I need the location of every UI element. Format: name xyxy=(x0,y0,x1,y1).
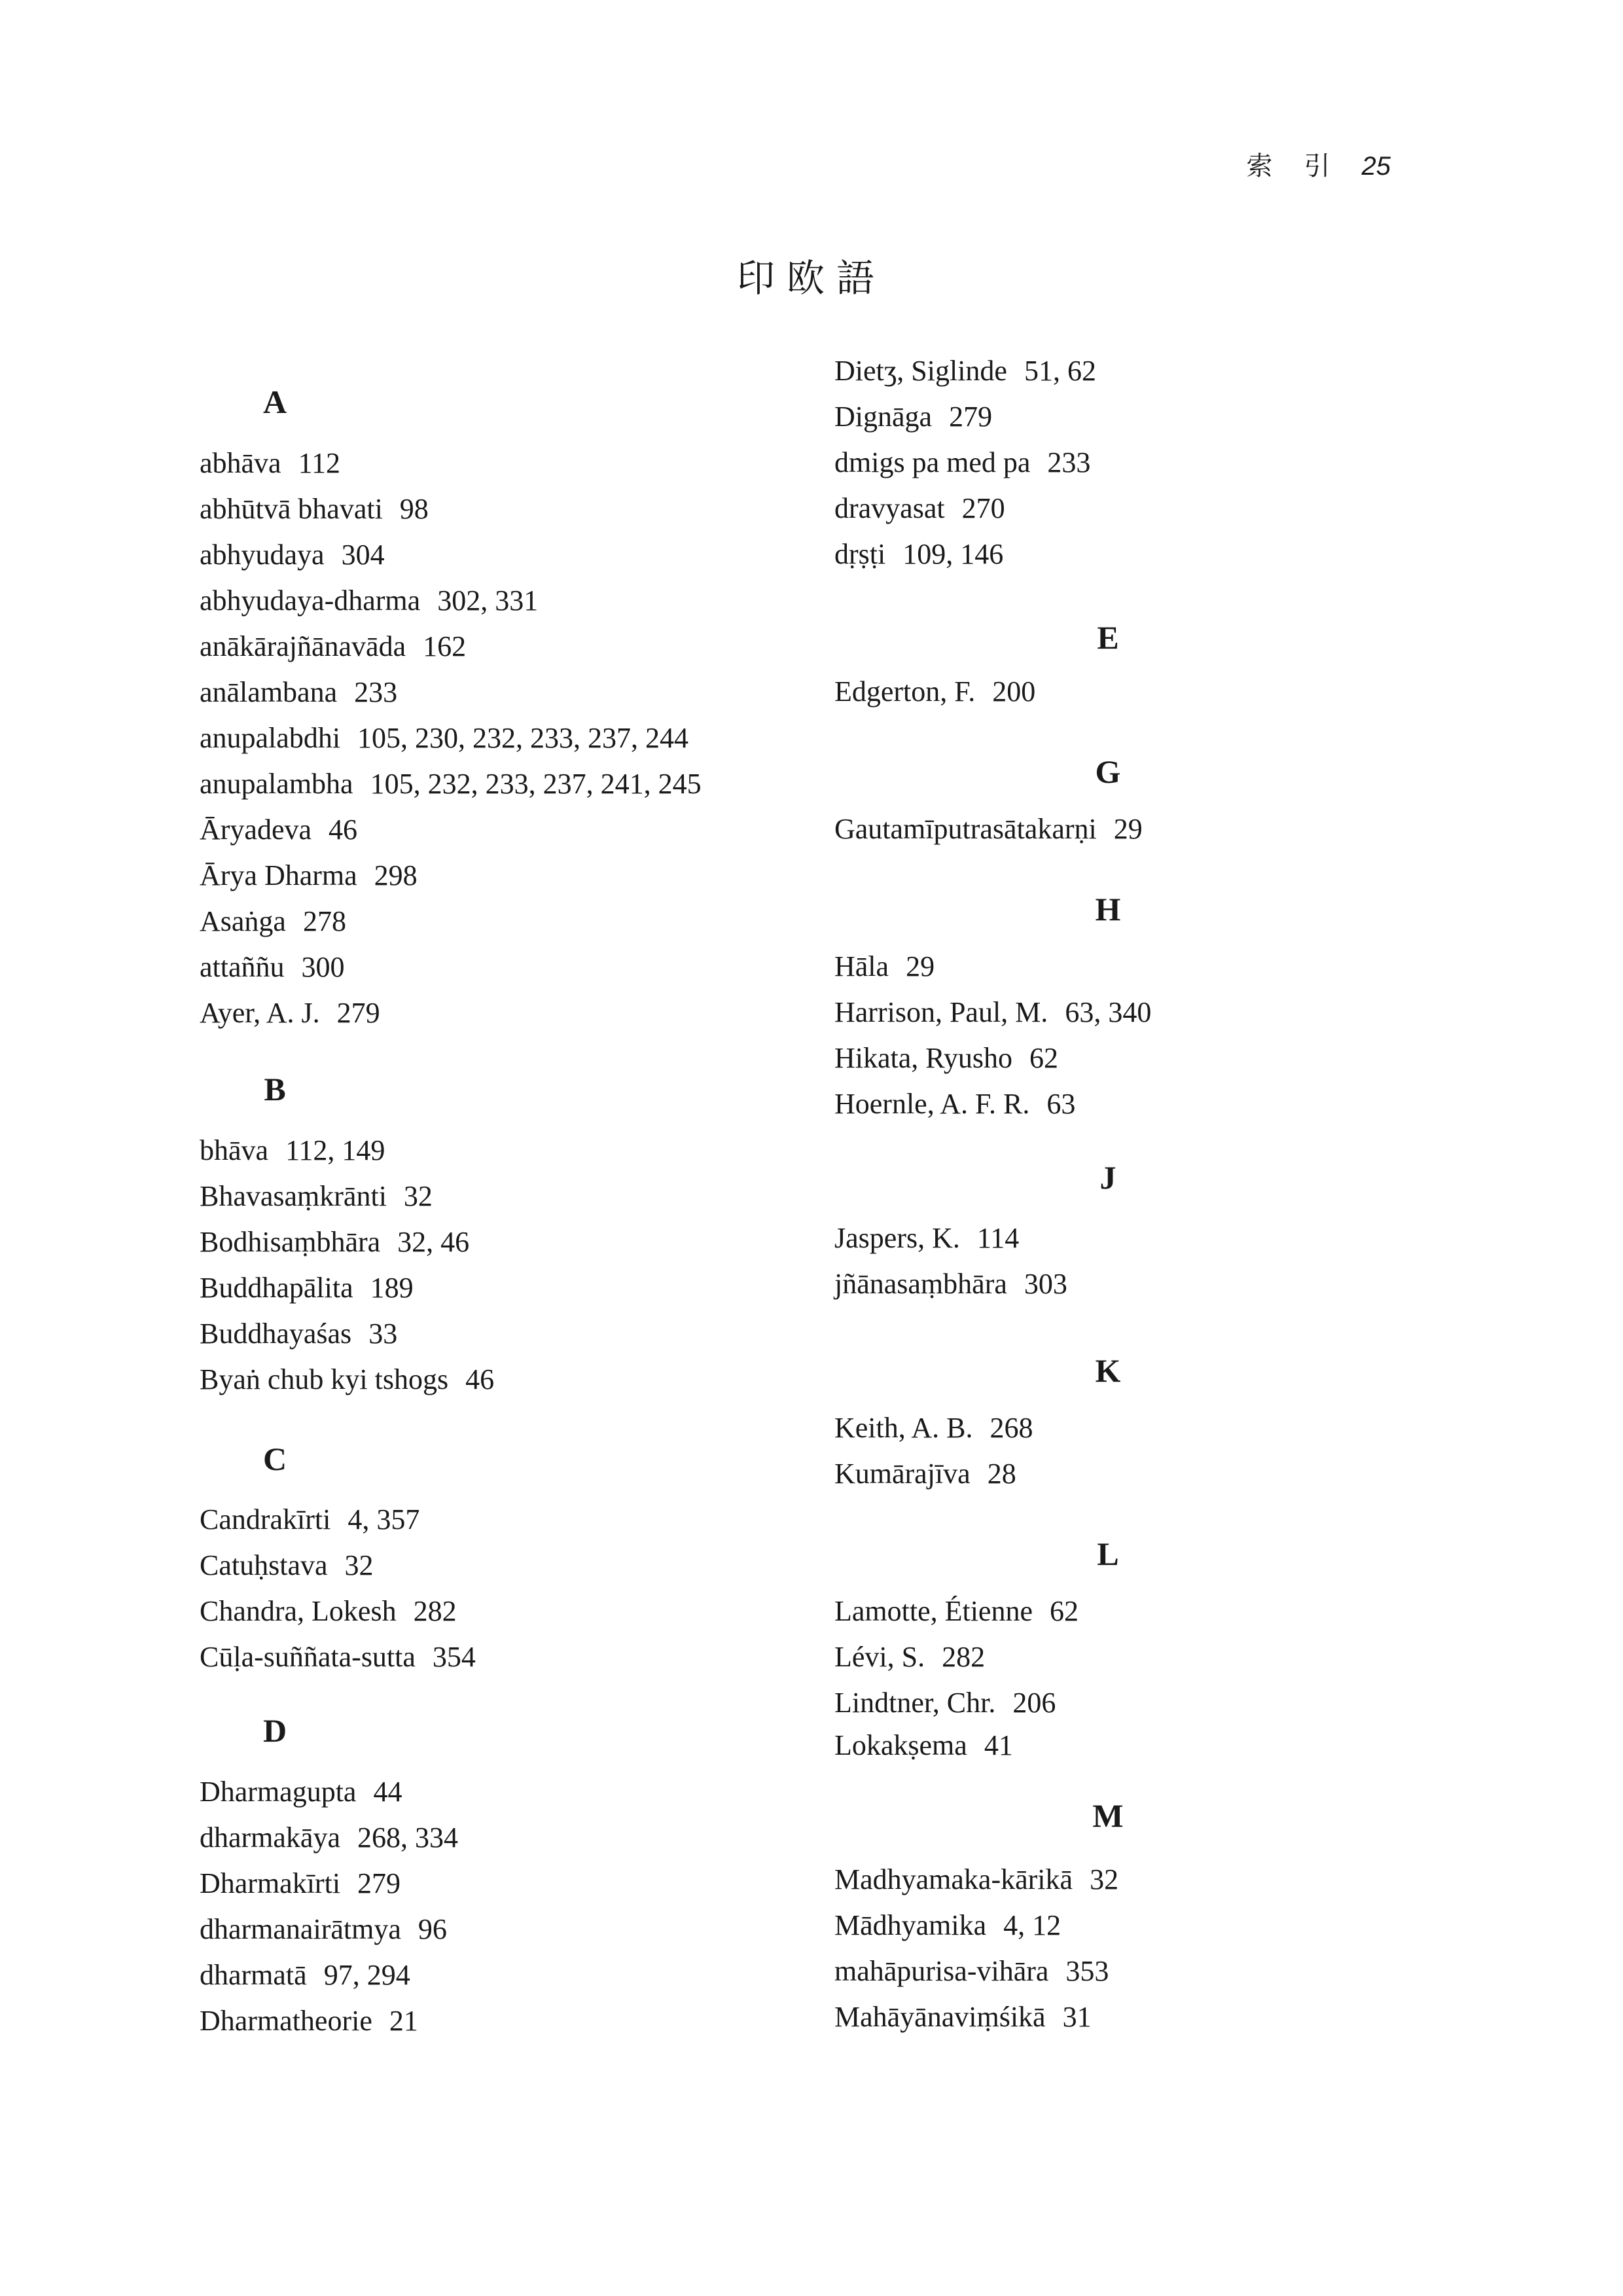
index-entry xyxy=(200,770,702,798)
letter-heading: A xyxy=(262,384,287,420)
index-term: dharmatā xyxy=(200,1959,307,1991)
index-page-refs: 96 xyxy=(418,1913,447,1945)
index-entry xyxy=(834,1270,1067,1299)
index-page-refs: 29 xyxy=(906,950,935,982)
index-entry xyxy=(834,1957,1109,1986)
index-entry xyxy=(834,1643,985,1672)
index-term: anupalambha xyxy=(200,768,353,800)
index-entry xyxy=(834,540,1003,569)
index-entry xyxy=(834,1090,1075,1119)
index-term: Ārya Dharma xyxy=(200,859,357,891)
index-term: Gautamīputrasātakarṇi xyxy=(834,813,1097,845)
index-page-refs: 112, 149 xyxy=(285,1134,385,1166)
index-entry xyxy=(200,449,340,478)
index-term: Harrison, Paul, M. xyxy=(834,996,1048,1028)
index-page-refs: 282 xyxy=(942,1641,986,1673)
index-term: dmigs pa med pa xyxy=(834,446,1031,478)
index-entry xyxy=(200,953,345,982)
index-entry xyxy=(200,1505,419,1534)
index-entry xyxy=(834,1224,1019,1253)
letter-heading: L xyxy=(1097,1535,1119,1572)
index-page-refs: 44 xyxy=(373,1776,402,1808)
letter-heading: K xyxy=(1095,1352,1121,1389)
index-page-refs: 114 xyxy=(976,1222,1020,1254)
letter-heading: H xyxy=(1095,891,1121,927)
letter-heading: M xyxy=(1092,1797,1124,1834)
index-entry xyxy=(834,815,1143,844)
index-term: Āryadeva xyxy=(200,814,312,846)
index-entry xyxy=(834,494,1005,523)
index-page-refs: 268 xyxy=(990,1412,1033,1444)
index-entry xyxy=(200,816,357,844)
index-term: dharmakāya xyxy=(200,1821,340,1854)
index-term: Dietʒ, Siglinde xyxy=(834,355,1007,387)
index-page-refs: 21 xyxy=(389,2005,418,2037)
index-term: Dharmakīrti xyxy=(200,1867,341,1899)
index-entry xyxy=(200,1961,410,1990)
index-term: attaññu xyxy=(200,951,285,983)
index-entry xyxy=(200,495,429,524)
index-term: Byaṅ chub kyi tshogs xyxy=(200,1363,449,1395)
index-page-refs: 354 xyxy=(432,1641,476,1673)
index-entry xyxy=(834,677,1035,706)
index-term: Lamotte, Étienne xyxy=(834,1595,1033,1627)
index-term: Mahāyānaviṃśikā xyxy=(834,2001,1046,2033)
index-entry xyxy=(834,1597,1079,1626)
index-entry xyxy=(200,678,397,707)
index-page-refs: 97, 294 xyxy=(323,1959,410,1991)
index-page-refs: 105, 232, 233, 237, 241, 245 xyxy=(370,768,702,800)
index-page-refs: 206 xyxy=(1012,1687,1056,1719)
index-page-refs: 28 xyxy=(987,1458,1016,1490)
index-term: Kumārajīva xyxy=(834,1458,971,1490)
index-term: Dharmatheorie xyxy=(200,2005,372,2037)
index-entry xyxy=(200,632,466,661)
index-entry xyxy=(200,1778,402,1806)
running-head-label: 引 xyxy=(1304,151,1330,181)
index-entry xyxy=(834,1865,1118,1894)
index-term: Dharmagupta xyxy=(200,1776,357,1808)
index-term: abhyudaya xyxy=(200,539,325,571)
letter-heading: D xyxy=(262,1712,287,1749)
index-term: mahāpurisa-vihāra xyxy=(834,1955,1049,1987)
index-term: Hikata, Ryusho xyxy=(834,1042,1012,1074)
index-page-refs: 105, 230, 232, 233, 237, 244 xyxy=(357,722,689,754)
index-term: anālambana xyxy=(200,676,338,708)
index-page-refs: 279 xyxy=(357,1867,401,1899)
index-term: Lindtner, Chr. xyxy=(834,1687,996,1719)
index-entry xyxy=(200,1228,469,1257)
index-term: Chandra, Lokesh xyxy=(200,1595,397,1627)
index-page-refs: 353 xyxy=(1065,1955,1109,1987)
index-page-refs: 279 xyxy=(336,997,380,1029)
index-page-refs: 279 xyxy=(949,401,993,433)
index-page-refs: 32 xyxy=(344,1549,374,1581)
index-term: jñānasaṃbhāra xyxy=(834,1268,1007,1300)
index-term: Candrakīrti xyxy=(200,1503,331,1535)
section-title: 印欧語 xyxy=(736,257,886,300)
letter-heading: G xyxy=(1095,753,1121,790)
index-page-refs: 4, 12 xyxy=(1003,1909,1061,1941)
index-page-refs: 62 xyxy=(1029,1042,1058,1074)
index-term: anupalabdhi xyxy=(200,722,341,754)
index-page-refs: 200 xyxy=(992,675,1036,708)
index-page-refs: 189 xyxy=(370,1272,414,1304)
index-page-refs: 62 xyxy=(1050,1595,1079,1627)
index-term: dravyasat xyxy=(834,492,945,524)
index-term: Keith, A. B. xyxy=(834,1412,973,1444)
index-term: Hāla xyxy=(834,950,889,982)
index-page-refs: 98 xyxy=(399,493,429,525)
index-entry xyxy=(200,1643,476,1672)
index-term: abhūtvā bhavati xyxy=(200,493,383,525)
index-page-refs: 31 xyxy=(1062,2001,1092,2033)
index-term: Bhavasaṃkrānti xyxy=(200,1180,387,1212)
index-entry xyxy=(200,1597,457,1626)
index-entry xyxy=(200,861,418,890)
index-entry xyxy=(200,2007,418,2036)
index-entry xyxy=(200,1274,414,1302)
running-head-label: 索 xyxy=(1246,151,1273,181)
index-page-refs: 270 xyxy=(961,492,1005,524)
index-entry xyxy=(834,448,1090,477)
index-term: Lokakṣema xyxy=(834,1729,967,1761)
index-entry xyxy=(834,1044,1058,1073)
index-entry xyxy=(834,1911,1061,1940)
index-page-refs: 268, 334 xyxy=(357,1821,458,1854)
index-page-refs: 41 xyxy=(984,1729,1013,1761)
index-term: Edgerton, F. xyxy=(834,675,976,708)
index-page-refs: 63 xyxy=(1046,1088,1076,1120)
index-entry xyxy=(200,1551,374,1580)
index-page-refs: 233 xyxy=(1047,446,1091,478)
index-term: Madhyamaka-kārikā xyxy=(834,1863,1073,1895)
index-page-refs: 298 xyxy=(374,859,418,891)
index-page-refs: 302, 331 xyxy=(437,584,539,617)
index-entry xyxy=(834,1731,1013,1760)
index-entry xyxy=(200,1869,401,1898)
index-entry xyxy=(200,907,346,936)
index-term: Hoernle, A. F. R. xyxy=(834,1088,1030,1120)
page-number: 25 xyxy=(1361,152,1391,181)
index-term: Bodhisaṃbhāra xyxy=(200,1226,381,1258)
index-term: Buddhapālita xyxy=(200,1272,353,1304)
index-term: Catuḥstava xyxy=(200,1549,328,1581)
index-page-refs: 278 xyxy=(302,905,346,937)
letter-heading: J xyxy=(1099,1159,1116,1196)
index-entry xyxy=(834,998,1151,1027)
index-entry xyxy=(834,1414,1033,1443)
index-page-refs: 303 xyxy=(1024,1268,1067,1300)
letter-heading: C xyxy=(262,1441,287,1477)
running-head xyxy=(1247,145,1391,183)
index-term: Ayer, A. J. xyxy=(200,997,320,1029)
index-page-refs: 109, 146 xyxy=(902,538,1004,570)
index-page-refs: 282 xyxy=(413,1595,457,1627)
index-page-refs: 33 xyxy=(368,1318,398,1350)
index-entry xyxy=(200,541,385,569)
letter-heading: E xyxy=(1097,619,1119,656)
index-page-refs: 51, 62 xyxy=(1024,355,1096,387)
index-page-refs: 46 xyxy=(465,1363,495,1395)
index-entry xyxy=(834,1689,1056,1717)
index-term: Asaṅga xyxy=(200,905,286,937)
index-entry xyxy=(834,403,992,431)
index-term: Dignāga xyxy=(834,401,933,433)
index-term: abhyudaya-dharma xyxy=(200,584,421,617)
index-entry xyxy=(200,1915,447,1944)
index-term: Buddhayaśas xyxy=(200,1318,352,1350)
index-term: Cūḷa-suññata-sutta xyxy=(200,1641,416,1673)
index-term: abhāva xyxy=(200,447,281,479)
index-page-refs: 29 xyxy=(1113,813,1143,845)
index-entry xyxy=(200,724,688,753)
index-term: bhāva xyxy=(200,1134,269,1166)
index-entry xyxy=(200,1365,494,1394)
index-entry xyxy=(200,999,380,1028)
index-page-refs: 32 xyxy=(403,1180,433,1212)
index-entry xyxy=(200,586,538,615)
index-page-refs: 300 xyxy=(301,951,345,983)
index-entry xyxy=(834,357,1096,386)
index-page-refs: 46 xyxy=(329,814,358,846)
letter-heading: B xyxy=(264,1071,286,1107)
index-entry xyxy=(200,1136,385,1165)
index-page-refs: 63, 340 xyxy=(1065,996,1152,1028)
index-page-refs: 112 xyxy=(298,447,340,479)
index-term: dharmanairātmya xyxy=(200,1913,401,1945)
index-page-refs: 233 xyxy=(354,676,398,708)
index-entry xyxy=(200,1823,458,1852)
index-entry xyxy=(834,952,935,981)
index-term: Lévi, S. xyxy=(834,1641,925,1673)
index-page-refs: 162 xyxy=(423,630,467,662)
index-entry xyxy=(834,1460,1016,1488)
index-page-refs: 32 xyxy=(1090,1863,1119,1895)
index-term: Jaspers, K. xyxy=(834,1222,960,1254)
index-term: anākārajñānavāda xyxy=(200,630,406,662)
index-term: dṛṣṭi xyxy=(834,538,886,570)
index-entry xyxy=(834,2003,1092,2032)
index-page-refs: 4, 357 xyxy=(348,1503,420,1535)
index-term: Mādhyamika xyxy=(834,1909,987,1941)
index-entry xyxy=(200,1319,397,1348)
index-page-refs: 304 xyxy=(341,539,385,571)
index-entry xyxy=(200,1182,433,1211)
index-page-refs: 32, 46 xyxy=(397,1226,470,1258)
